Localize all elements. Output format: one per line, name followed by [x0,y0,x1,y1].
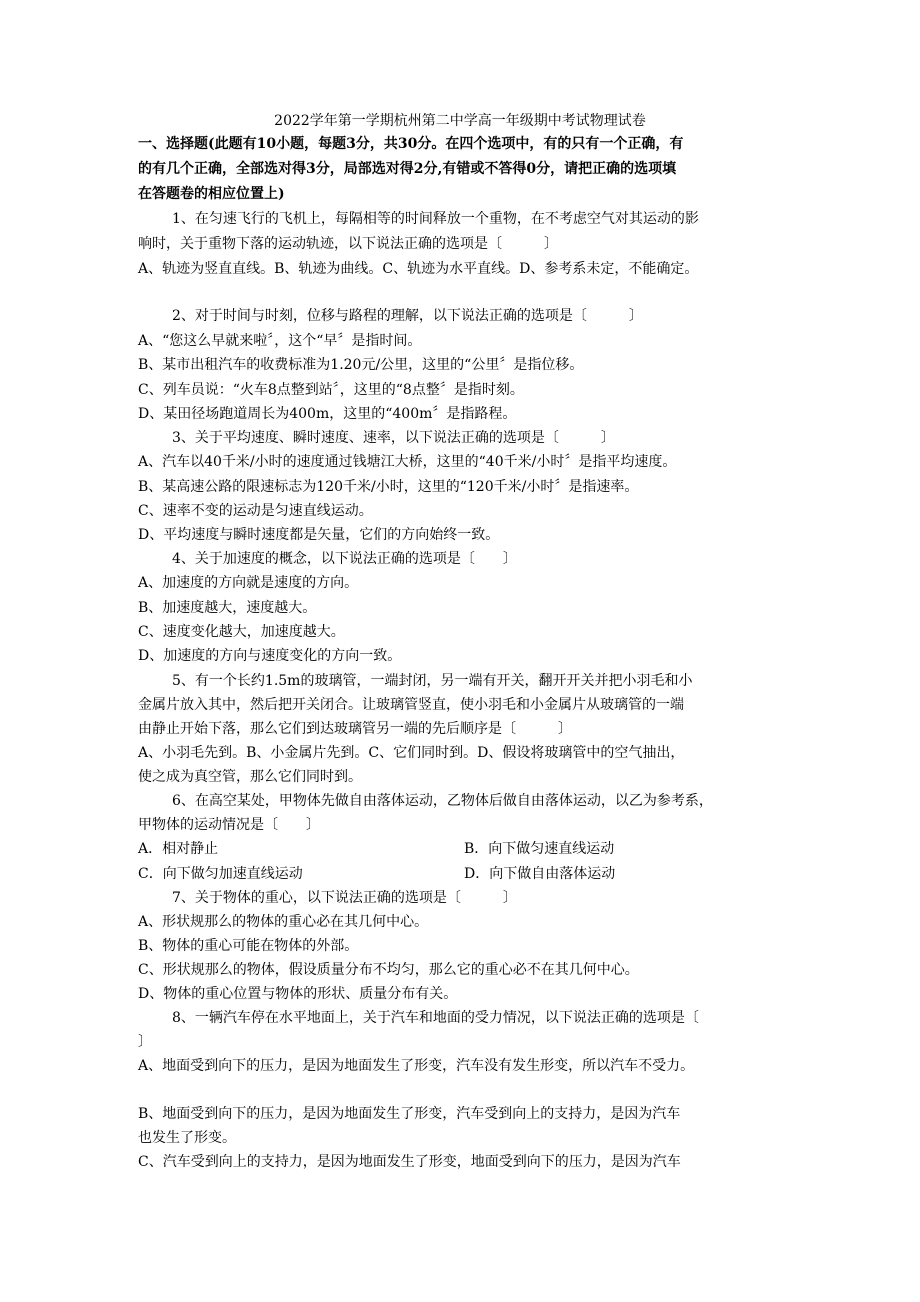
q5-stem-line-3: 由静止开始下落，那么它们到达玻璃管另一端的先后顺序是〔 〕 [138,721,572,737]
q5-stem-line-1: 5、有一个长约1.5m的玻璃管，一端封闭，另一端有开关，翻开开关并把小羽毛和小 [172,673,693,689]
q2-option-c: C、列车员说：“火车8点整到站〞，这里的“8点整〞是指时刻。 [138,382,524,398]
q2-option-d: D、某田径场跑道周长为400m，这里的“400m〞是指路程。 [138,406,517,422]
q3-option-a: A、汽车以40千米/小时的速度通过钱塘江大桥，这里的“40千米/小时〞是指平均速度。 [138,454,677,470]
q1-options: A、轨迹为竖直直线。B、轨迹为曲线。C、轨迹为水平直线。D、参考系未定，不能确定。 [138,261,699,277]
q5-stem-line-2: 金属片放入其中，然后把开关闭合。让玻璃管竖直，使小羽毛和小金属片从玻璃管的一端 [138,697,684,713]
q8-option-c-line-1: C、汽车受到向上的支持力，是因为地面发生了形变，地面受到向下的压力，是因为汽车 [138,1154,681,1170]
q8-option-b-line-1: B、地面受到向下的压力，是因为地面发生了形变，汽车受到向上的支持力，是因为汽车 [138,1106,681,1122]
q6-option-d: D．向下做自由落体运动 [464,866,616,882]
q7-option-c: C、形状规那么的物体，假设质量分布不均匀，那么它的重心必不在其几何中心。 [138,962,639,978]
q7-option-a: A、形状规那么的物体的重心必在其几何中心。 [138,914,429,930]
q4-option-b: B、加速度越大，速度越大。 [138,600,317,616]
q6-stem-line-1: 6、在高空某处，甲物体先做自由落体运动，乙物体后做自由落体运动，以乙为参考系， [172,793,713,809]
section-instruction-line-2: 的有几个正确，全部选对得3分，局部选对得2分,有错或不答得0分，请把正确的选项填 [138,161,677,177]
section-instruction-line-1: 一、选择题(此题有10小题，每题3分，共30分。在四个选项中，有的只有一个正确，有 [138,136,684,152]
q6-option-b: B．向下做匀速直线运动 [464,841,615,857]
q8-stem-line-1: 8、一辆汽车停在水平地面上，关于汽车和地面的受力情况，以下说法正确的选项是〔 [172,1010,699,1026]
q3-option-c: C、速率不变的运动是匀速直线运动。 [138,503,373,519]
q3-stem: 3、关于平均速度、瞬时速度、速率，以下说法正确的选项是〔 〕 [172,430,615,446]
q3-option-b: B、某高速公路的限速标志为120千米/小时，这里的“120千米/小时〞是指速率。 [138,479,639,495]
q1-stem-line-2: 响时，关于重物下落的运动轨迹，以下说法正确的选项是〔 〕 [138,236,558,252]
q4-stem: 4、关于加速度的概念，以下说法正确的选项是〔 〕 [172,551,517,567]
q7-option-b: B、物体的重心可能在物体的外部。 [138,938,359,954]
q7-stem: 7、关于物体的重心，以下说法正确的选项是〔 〕 [172,890,517,906]
q6-option-a: A．相对静止 [138,841,219,857]
q4-option-c: C、速度变化越大，加速度越大。 [138,624,345,640]
q8-option-b-line-2: 也发生了形变。 [138,1130,236,1146]
q6-option-c: C．向下做匀加速直线运动 [138,866,303,882]
q5-options-line-2: 使之成为真空管，那么它们同时到。 [138,769,362,785]
q6-stem-line-2: 甲物体的运动情况是〔 〕 [138,817,320,833]
q1-stem-line-1: 1、在匀速飞行的飞机上，每隔相等的时间释放一个重物，在不考虑空气对其运动的影 [172,211,699,227]
section-instruction-line-3: 在答题卷的相应位置上) [138,186,285,202]
q7-option-d: D、物体的重心位置与物体的形状、质量分布有关。 [138,986,458,1002]
q2-stem: 2、对于时间与时刻，位移与路程的理解，以下说法正确的选项是〔 〕 [172,308,643,324]
q4-option-d: D、加速度的方向与速度变化的方向一致。 [138,648,402,664]
exam-title: 2022学年第一学期杭州第二中学高一年级期中考试物理试卷 [274,113,646,129]
q8-option-a: A、地面受到向下的压力，是因为地面发生了形变，汽车没有发生形变，所以汽车不受力。 [138,1058,695,1074]
q4-option-a: A、加速度的方向就是速度的方向。 [138,575,359,591]
q2-option-a: A、“您这么早就来啦〞，这个“早〞是指时间。 [138,333,422,349]
q3-option-d: D、平均速度与瞬时速度都是矢量，它们的方向始终一致。 [138,527,500,543]
q8-stem-line-2: 〕 [138,1034,152,1050]
q5-options-line-1: A、小羽毛先到。B、小金属片先到。C、它们同时到。D、假设将玻璃管中的空气抽出， [138,745,685,761]
q2-option-b: B、某市出租汽车的收费标准为1.20元/公里，这里的“公里〞是指位移。 [138,357,584,373]
